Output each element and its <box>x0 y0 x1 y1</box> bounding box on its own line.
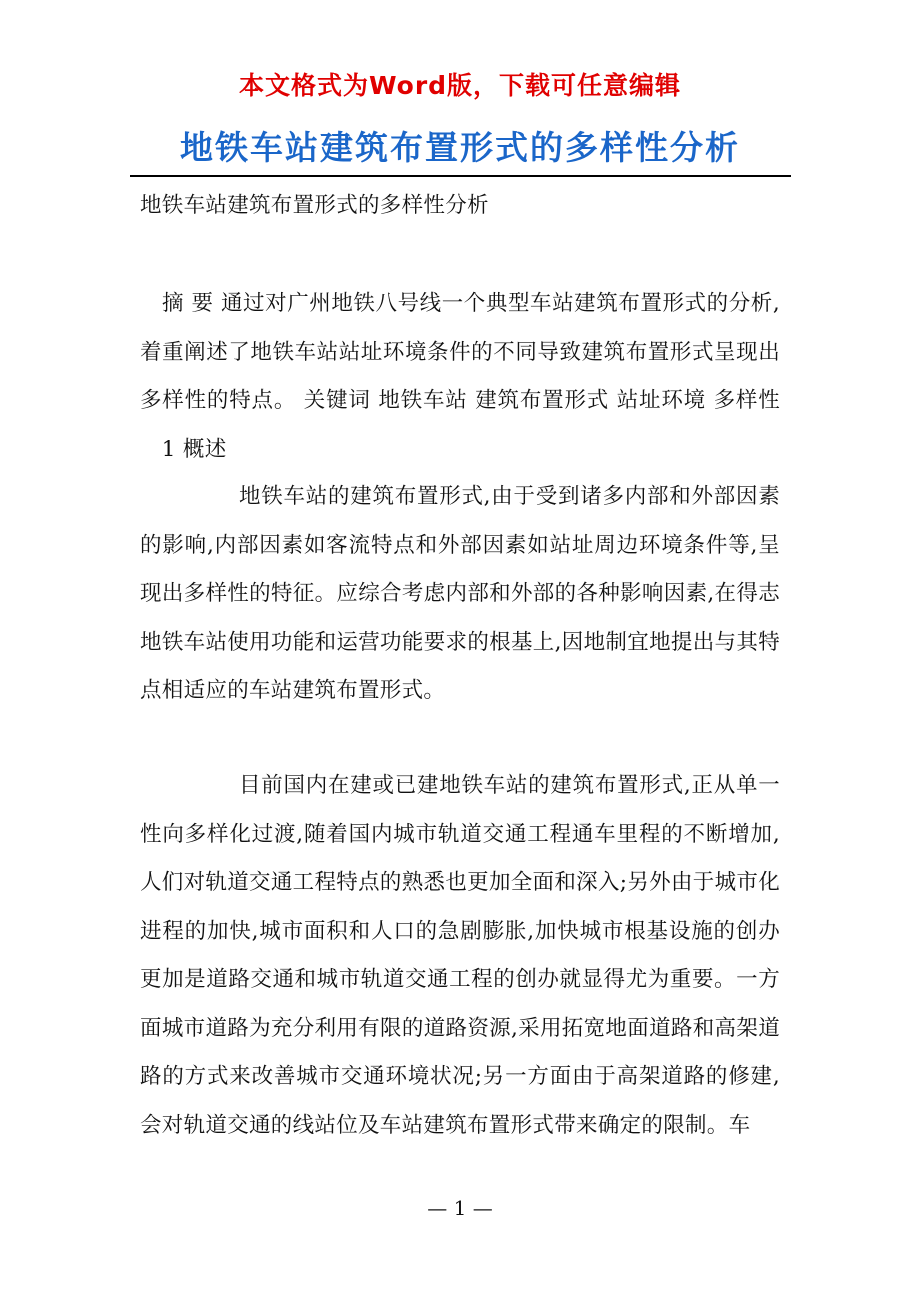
format-notice: 本文格式为Word版，下载可任意编辑 <box>238 71 682 100</box>
body-paragraph-1: 地铁车站的建筑布置形式,由于受到诸多内部和外部因素的影响,内部因素如客流特点和外部因素如站址周边环境条件等,呈现出多样性的特征。应综合考虑内部和外部的各种影响因素,在得志地铁车站使用功能和运营功能要求的根基上,因地制宜地提出与其特点相适应的车站建筑布置形式。 <box>140 484 780 703</box>
title-divider <box>130 175 791 177</box>
document-subtitle: 地铁车站建筑布置形式的多样性分析 <box>140 193 489 218</box>
page-title: 地铁车站建筑布置形式的多样性分析 <box>180 128 740 167</box>
abstract-paragraph: 摘 要 通过对广州地铁八号线一个典型车站建筑布置形式的分析,着重阐述了地铁车站站址环境条件的不同导致建筑布置形式呈现出多样性的特点。 关键词 地铁车站 建筑布置形式 站址环境 多样性 1 概述 <box>140 291 780 462</box>
page-number: — 1 — <box>427 1196 493 1220</box>
body-paragraph-2: 目前国内在建或已建地铁车站的建筑布置形式,正从单一性向多样化过渡,随着国内城市轨道交通工程通车里程的不断增加,人们对轨道交通工程特点的熟悉也更加全面和深入;另外由于城市化进程的加快,城市面积和人口的急剧膨胀,加快城市根基设施的创办更加是道路交通和城市轨道交通工程的创办就显得尤为重要。一方面城市道路为充分利用有限的道路资源,采用拓宽地面道路和高架道路的方式来改善城市交通环境状况;另一方面由于高架道路的修建,会对轨道交通的线站位及车站建筑布置形式带来确定的限制。车 <box>140 773 780 1138</box>
